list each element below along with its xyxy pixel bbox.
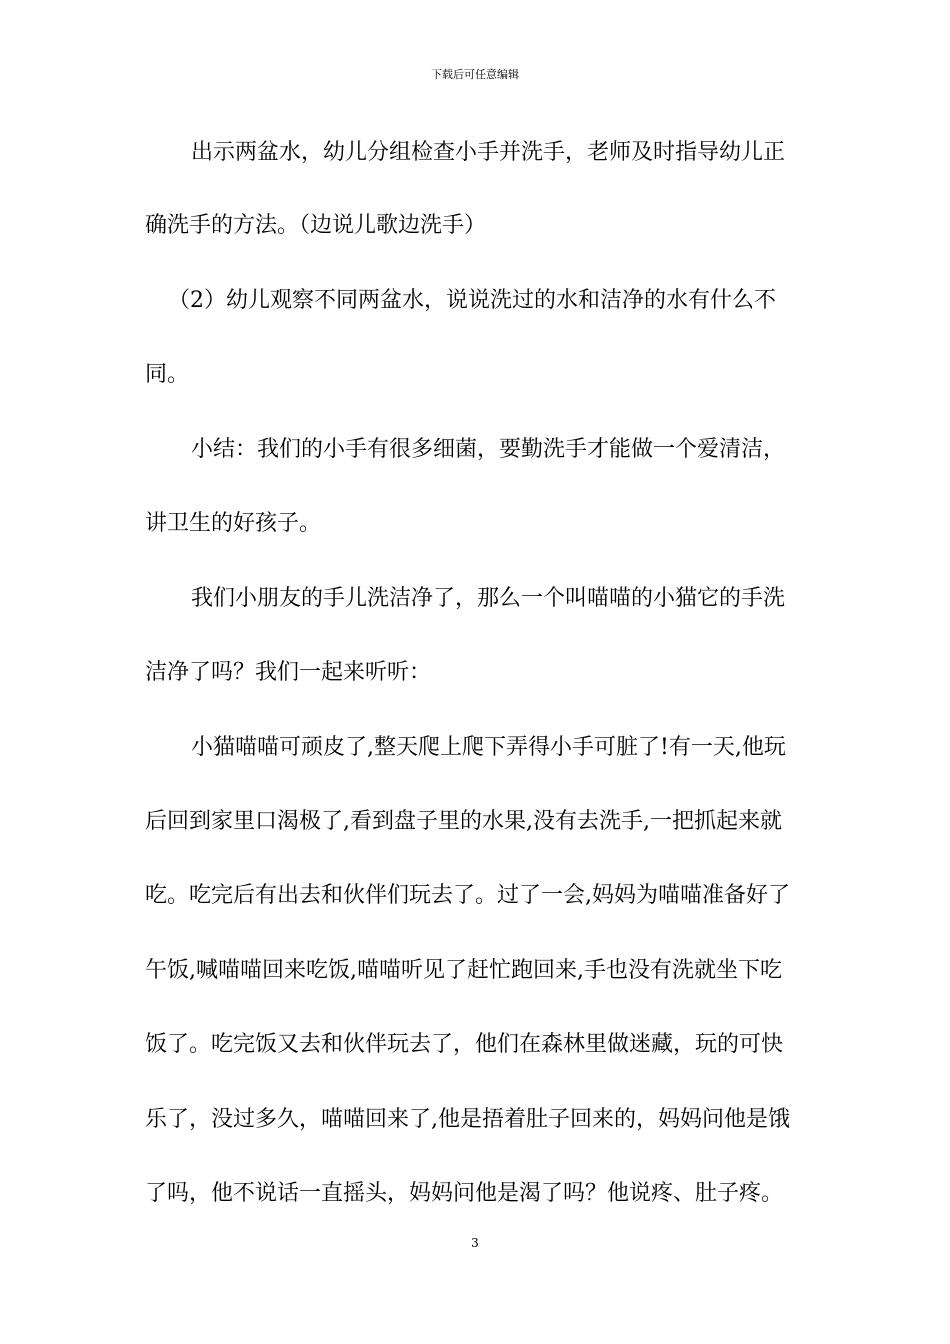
text-line: 小结：我们的小手有很多细菌，要勤洗手才能做一个爱清洁， [191,437,786,462]
text-line: 饭了。吃完饭又去和伙伴玩去了，他们在森林里做迷藏，玩的可快 [145,1032,784,1057]
text-line: 乐了，没过多久，喵喵回来了,他是捂着肚子回来的，妈妈问他是饿 [145,1107,790,1132]
text-line: 同。 [145,362,190,387]
text-line: （2）幼儿观察不同两盆水，说说洗过的水和洁净的水有什么不 [168,288,776,313]
text-line: 确洗手的方法。（边说儿歌边洗手） [145,213,487,238]
text-line: 讲卫生的好孩子。 [145,511,322,536]
page-number: 3 [471,1236,479,1250]
text-line: 我们小朋友的手儿洗洁净了，那么一个叫喵喵的小猫它的手洗 [191,586,786,611]
text-line: 后回到家里口渴极了,看到盘子里的水果,没有去洗手,一把抓起来就 [145,809,782,834]
text-line: 出示两盆水，幼儿分组检查小手并洗手，老师及时指导幼儿正 [191,140,786,165]
text-line: 午饭,喊喵喵回来吃饭,喵喵听见了赶忙跑回来,手也没有洗就坐下吃 [145,958,782,983]
text-line: 洁净了吗？我们一起来听听： [145,660,432,685]
page-header: 下载后可任意编辑 [431,68,519,81]
text-line: 吃。吃完后有出去和伙伴们玩去了。过了一会,妈妈为喵喵准备好了 [145,883,790,908]
text-line: 了吗，他不说话一直摇头，妈妈问他是渴了吗？他说疼、肚子疼。 [145,1181,784,1206]
text-line: 小猫喵喵可顽皮了,整天爬上爬下弄得小手可脏了!有一天,他玩 [191,735,786,760]
